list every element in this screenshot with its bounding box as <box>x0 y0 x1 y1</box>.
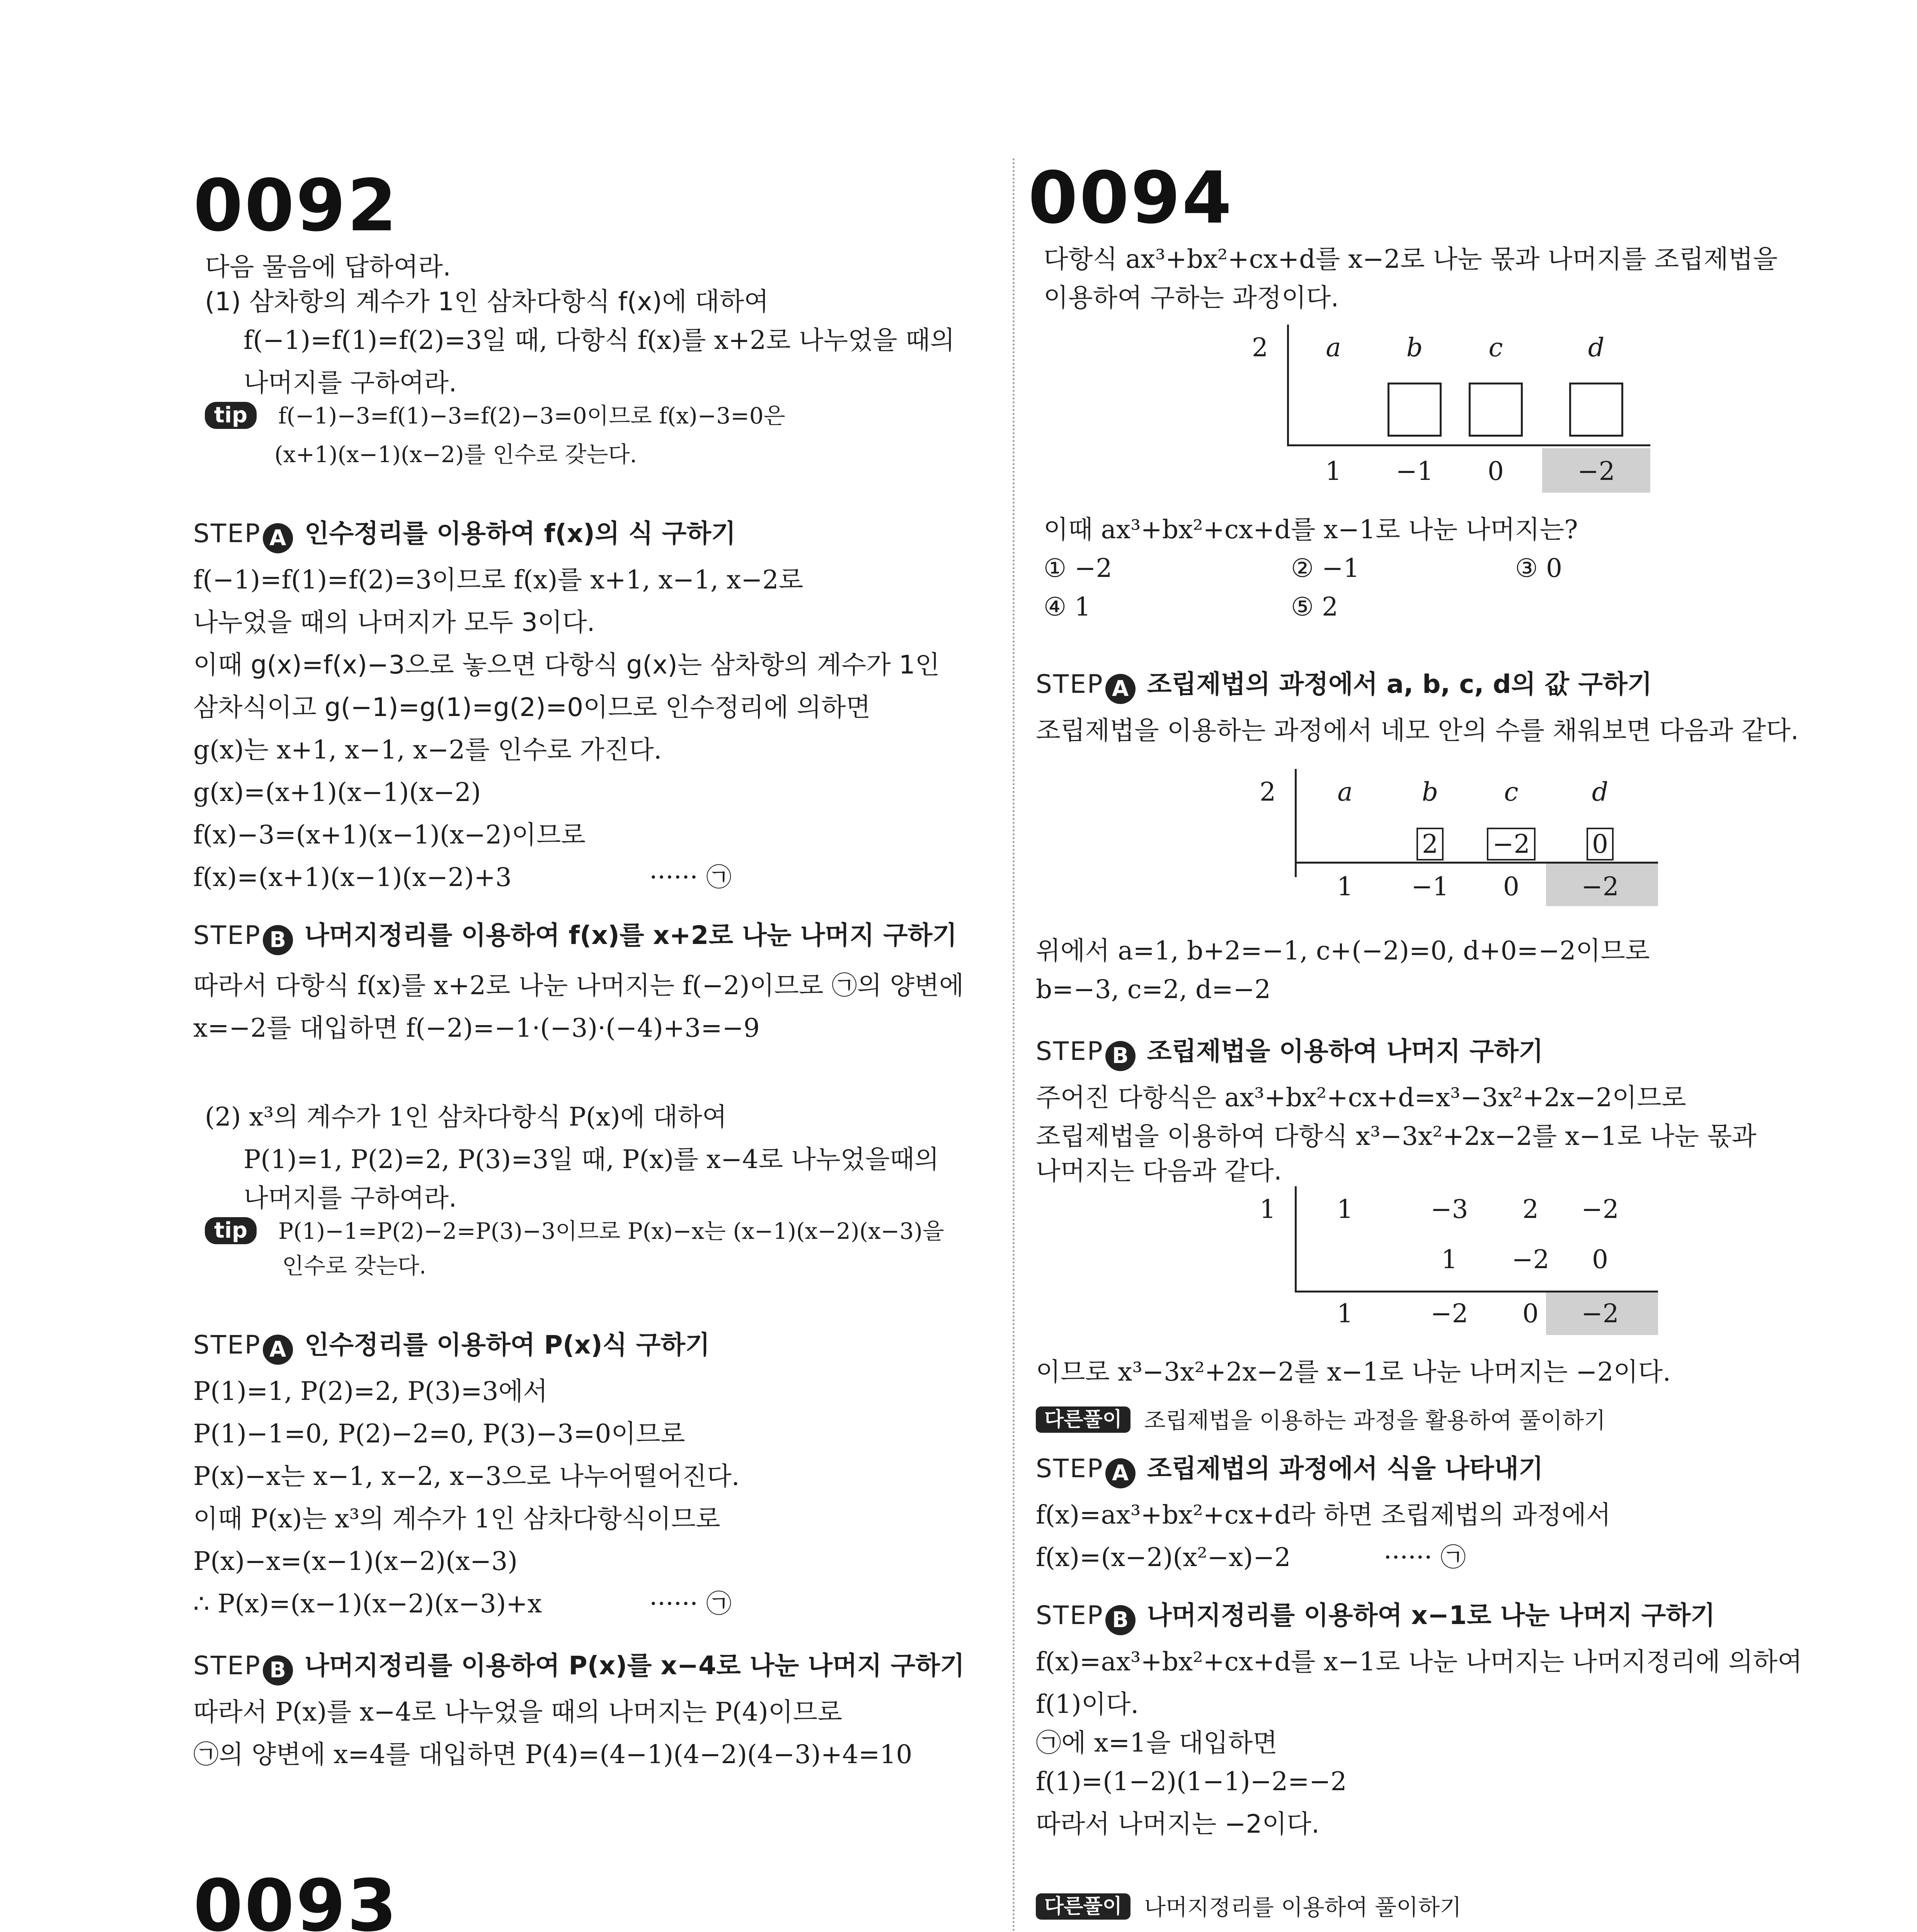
choice: ⑤ 2 <box>1291 592 1338 622</box>
tip-badge: tip <box>205 1217 257 1244</box>
table-cell: c <box>1488 333 1503 362</box>
solution-line: f(x)=ax³+bx²+cx+d라 하면 조립제법의 과정에서 <box>1036 1500 1611 1530</box>
table-cell: −1 <box>1411 872 1449 901</box>
column-divider <box>1013 158 1015 1932</box>
table-cell: −2 <box>1577 456 1615 486</box>
tip-text: (x+1)(x−1)(x−2)를 인수로 갖는다. <box>274 441 637 468</box>
alternative-solution-badge: 다른풀이 <box>1036 1406 1130 1433</box>
solution-line: f(x)−3=(x+1)(x−1)(x−2)이므로 <box>193 820 586 850</box>
solution-line: P(1)=1, P(2)=2, P(3)=3에서 <box>193 1376 548 1406</box>
equation-reference: ······ ㉠ <box>649 862 732 892</box>
choice: ④ 1 <box>1044 592 1091 622</box>
table-cell: 1 <box>1325 456 1342 486</box>
step-heading <box>193 518 736 553</box>
step-title: 나머지정리를 이용하여 x−1로 나눈 나머지 구하기 <box>1147 1600 1715 1630</box>
table-cell: 0 <box>1503 872 1519 901</box>
table-cell: −1 <box>1396 456 1433 486</box>
table-cell: d <box>1592 777 1609 807</box>
solution-line: f(x)=(x−2)(x²−x)−2 <box>1036 1543 1291 1572</box>
equation-reference: ······ ㉠ <box>1384 1543 1466 1572</box>
blank-box <box>1569 383 1623 437</box>
divisor: 2 <box>1252 333 1268 362</box>
solution-line: 이때 P(x)는 x³의 계수가 1인 삼차다항식이므로 <box>193 1504 720 1534</box>
solution-line: 위에서 a=1, b+2=−1, c+(−2)=0, d+0=−2이므로 <box>1036 936 1650 966</box>
blank-box <box>1469 383 1523 437</box>
table-cell <box>1399 829 1461 860</box>
table-cell <box>1480 829 1542 860</box>
step-heading <box>193 920 957 955</box>
solution-line: 나머지는 다음과 같다. <box>1036 1156 1282 1186</box>
table-cell: a <box>1337 777 1353 807</box>
solution-line: 이므로 x³−3x²+2x−2를 x−1로 나눈 나머지는 −2이다. <box>1036 1357 1671 1387</box>
solution-line: b=−3, c=2, d=−2 <box>1036 975 1271 1004</box>
step-heading <box>193 1650 965 1685</box>
tip-text: P(1)−1=P(2)−2=P(3)−3이므로 P(x)−x는 (x−1)(x−2)(x−3)을 <box>278 1218 944 1244</box>
step-heading <box>193 1329 710 1365</box>
divisor: 1 <box>1260 1194 1276 1224</box>
table-cell: c <box>1504 777 1519 807</box>
question-2-line: 나머지를 구하여라. <box>243 1183 457 1213</box>
choice: ③ 0 <box>1515 553 1563 583</box>
table-cell: −2 <box>1512 1245 1549 1274</box>
alternative-solution-caption: 조립제법을 이용하는 과정을 활용하여 풀이하기 <box>1144 1407 1606 1434</box>
step-title: 조립제법의 과정에서 식을 나타내기 <box>1147 1454 1543 1483</box>
table-horizontal-rule <box>1287 444 1650 446</box>
step-letter-icon: B <box>1105 1605 1136 1635</box>
solution-line: g(x)는 x+1, x−1, x−2를 인수로 가진다. <box>193 735 662 765</box>
filled-box: −2 <box>1487 828 1535 861</box>
solution-line: f(−1)=f(1)=f(2)=3이므로 f(x)를 x+1, x−1, x−2로 <box>193 565 804 595</box>
question-1-line: (1) 삼차항의 계수가 1인 삼차다항식 f(x)에 대하여 <box>205 287 769 316</box>
alternative-solution-badge: 다른풀이 <box>1036 1893 1130 1920</box>
step-letter-icon: A <box>1105 1458 1136 1488</box>
solution-line: 따라서 P(x)를 x−4로 나누었을 때의 나머지는 P(4)이므로 <box>193 1697 843 1727</box>
step-letter-icon: B <box>1105 1041 1136 1071</box>
solution-line: ㉠의 양변에 x=4를 대입하면 P(4)=(4−1)(4−2)(4−3)+4=10 <box>193 1740 913 1769</box>
solution-line: 이때 g(x)=f(x)−3으로 놓으면 다항식 g(x)는 삼차항의 계수가 1인 <box>193 650 940 680</box>
problem-number-0094: 0094 <box>1028 156 1233 240</box>
solution-line: f(1)=(1−2)(1−1)−2=−2 <box>1036 1767 1347 1796</box>
step-title: 조립제법의 과정에서 a, b, c, d의 값 구하기 <box>1147 669 1652 699</box>
solution-line: 조립제법을 이용하여 다항식 x³−3x²+2x−2를 x−1로 나눈 몫과 <box>1036 1121 1757 1151</box>
step-heading <box>1036 668 1652 704</box>
solution-line: 주어진 다항식은 ax³+bx²+cx+d=x³−3x²+2x−2이므로 <box>1036 1083 1686 1112</box>
solution-line: ㉠에 x=1을 대입하면 <box>1036 1728 1278 1758</box>
step-letter-icon: A <box>263 1335 293 1365</box>
step-title: 나머지정리를 이용하여 f(x)를 x+2로 나눈 나머지 구하기 <box>304 920 957 950</box>
problem-number-0093: 0093 <box>193 1864 398 1932</box>
step-letter-icon: A <box>1105 674 1136 704</box>
table-cell: d <box>1588 333 1605 362</box>
table-cell: −2 <box>1581 1194 1619 1224</box>
solution-line: f(x)=(x+1)(x−1)(x−2)+3 <box>193 862 512 892</box>
step-word: STEP <box>1036 1036 1104 1066</box>
solution-line: g(x)=(x+1)(x−1)(x−2) <box>193 777 481 807</box>
table-cell: 2 <box>1522 1194 1539 1224</box>
step-title: 나머지정리를 이용하여 P(x)를 x−4로 나눈 나머지 구하기 <box>304 1651 965 1680</box>
table-cell: 1 <box>1337 1299 1353 1328</box>
table-cell: 0 <box>1592 1245 1608 1274</box>
solution-line: x=−2를 대입하면 f(−2)=−1·(−3)·(−4)+3=−9 <box>193 1013 760 1043</box>
solution-line: f(1)이다. <box>1036 1689 1139 1719</box>
question-2-line: (2) x³의 계수가 1인 삼차다항식 P(x)에 대하여 <box>205 1102 727 1132</box>
step-title: 조립제법을 이용하여 나머지 구하기 <box>1147 1036 1543 1066</box>
step-word: STEP <box>193 519 261 548</box>
choice: ② −1 <box>1291 553 1360 583</box>
table-cell <box>1569 829 1631 860</box>
table-cell: −3 <box>1430 1194 1468 1224</box>
question-2-line: P(1)=1, P(2)=2, P(3)=3일 때, P(x)를 x−4로 나누었을때의 <box>243 1145 939 1174</box>
equation-reference: ······ ㉠ <box>649 1589 732 1619</box>
table-cell: 0 <box>1522 1299 1539 1328</box>
blank-box <box>1388 383 1442 437</box>
table-cell: 1 <box>1337 872 1353 901</box>
question-line: 이용하여 구하는 과정이다. <box>1044 283 1339 313</box>
divisor: 2 <box>1260 777 1276 807</box>
step-title: 인수정리를 이용하여 P(x)식 구하기 <box>304 1330 710 1360</box>
step-word: STEP <box>193 1330 261 1360</box>
question-ask: 이때 ax³+bx²+cx+d를 x−1로 나눈 나머지는? <box>1044 515 1578 544</box>
tip-badge: tip <box>205 402 257 429</box>
table-cell: a <box>1326 333 1341 362</box>
step-heading <box>1036 1453 1543 1488</box>
table-vertical-rule <box>1295 769 1297 877</box>
step-title: 인수정리를 이용하여 f(x)의 식 구하기 <box>304 519 736 548</box>
filled-box: 0 <box>1587 828 1614 861</box>
step-word: STEP <box>193 1651 261 1680</box>
solution-line: 삼차식이고 g(−1)=g(1)=g(2)=0이므로 인수정리에 의하면 <box>193 692 871 722</box>
tip-text: 인수로 갖는다. <box>282 1253 427 1279</box>
solution-line: 따라서 다항식 f(x)를 x+2로 나눈 나머지는 f(−2)이므로 ㉠의 양변에 <box>193 971 964 1000</box>
question-line: 다항식 ax³+bx²+cx+d를 x−2로 나눈 몫과 나머지를 조립제법을 <box>1044 244 1778 274</box>
choice: ① −2 <box>1044 553 1112 583</box>
solution-line: P(x)−x는 x−1, x−2, x−3으로 나누어떨어진다. <box>193 1461 740 1491</box>
table-cell: 1 <box>1337 1194 1353 1224</box>
table-cell: b <box>1422 777 1439 807</box>
step-heading <box>1036 1036 1543 1071</box>
filled-box: 2 <box>1416 828 1444 861</box>
step-letter-icon: B <box>263 925 293 955</box>
alternative-solution-caption: 나머지정리를 이용하여 풀이하기 <box>1144 1894 1462 1920</box>
question-1-line: f(−1)=f(1)=f(2)=3일 때, 다항식 f(x)를 x+2로 나누었을 때의 <box>243 325 955 355</box>
step-word: STEP <box>1036 1600 1104 1630</box>
step-word: STEP <box>193 920 261 950</box>
table-cell: 0 <box>1488 456 1504 486</box>
solution-line: ∴ P(x)=(x−1)(x−2)(x−3)+x <box>193 1589 542 1619</box>
solution-line: 따라서 나머지는 −2이다. <box>1036 1809 1320 1839</box>
solution-line: f(x)=ax³+bx²+cx+d를 x−1로 나눈 나머지는 나머지정리에 의하여 <box>1036 1647 1803 1677</box>
table-cell: 1 <box>1441 1245 1457 1274</box>
solution-line: P(1)−1=0, P(2)−2=0, P(3)−3=0이므로 <box>193 1419 685 1449</box>
tip-text: f(−1)−3=f(1)−3=f(2)−3=0이므로 f(x)−3=0은 <box>278 403 785 429</box>
table-cell: −2 <box>1581 1299 1619 1328</box>
table-cell: b <box>1406 333 1423 362</box>
step-letter-icon: B <box>263 1655 293 1685</box>
step-word: STEP <box>1036 669 1104 699</box>
step-letter-icon: A <box>263 523 293 553</box>
table-cell: −2 <box>1430 1299 1468 1328</box>
problem-intro: 다음 물음에 답하여라. <box>205 252 451 282</box>
solution-line: P(x)−x=(x−1)(x−2)(x−3) <box>193 1546 518 1576</box>
problem-number-0092: 0092 <box>193 164 398 247</box>
table-cell: −2 <box>1581 872 1619 901</box>
solution-line: 나누었을 때의 나머지가 모두 3이다. <box>193 607 595 637</box>
step-word: STEP <box>1036 1454 1104 1483</box>
table-vertical-rule <box>1287 325 1289 444</box>
table-vertical-rule <box>1295 1186 1297 1291</box>
question-1-line: 나머지를 구하여라. <box>243 368 457 398</box>
step-heading <box>1036 1600 1715 1635</box>
solution-line: 조립제법을 이용하는 과정에서 네모 안의 수를 채워보면 다음과 같다. <box>1036 716 1799 745</box>
